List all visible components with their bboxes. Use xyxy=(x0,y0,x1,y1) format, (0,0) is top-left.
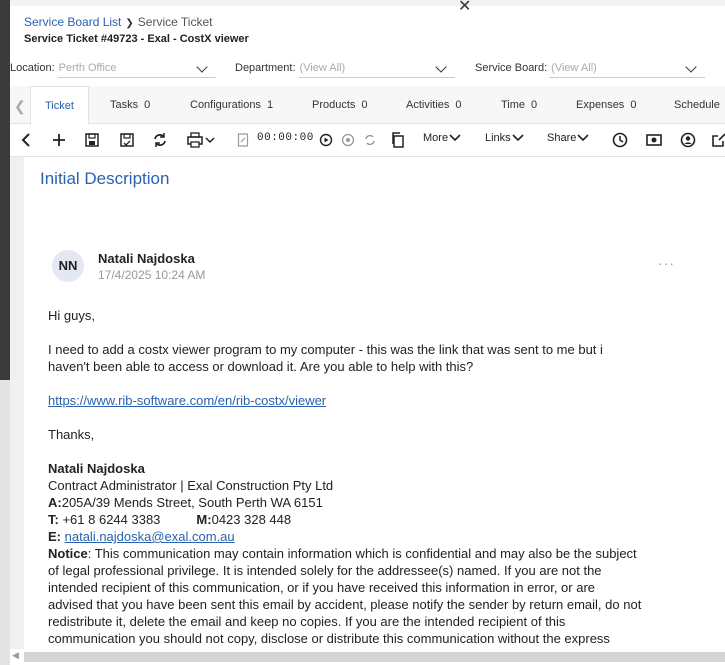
chevron-down-icon xyxy=(576,132,590,144)
note-body-line: I need to add a costx viewer program to my computer - this was the link that was sent to me but i xyxy=(48,342,603,357)
history-clock-icon[interactable] xyxy=(612,132,628,148)
more-label: More xyxy=(423,132,449,144)
signature-mobile-label: M: xyxy=(196,512,212,527)
scroll-left-icon[interactable]: ◀ xyxy=(12,650,19,660)
tab-label: Ticket xyxy=(45,100,74,112)
service-board-underline xyxy=(549,60,705,78)
location-label: Location: xyxy=(10,62,55,74)
note-greeting: Hi guys, xyxy=(48,308,95,323)
note-timestamp: 17/4/2025 10:24 AM xyxy=(98,268,206,282)
timer-readout xyxy=(257,132,314,144)
horizontal-scrollbar[interactable] xyxy=(10,649,725,665)
breadcrumb-current: Service Ticket xyxy=(137,15,213,29)
tab-bar xyxy=(10,86,725,124)
refresh-icon[interactable] xyxy=(152,132,168,148)
signature-address: 205A/39 Mends Street, South Perth WA 6151 xyxy=(61,495,323,510)
tab-label: Tasks xyxy=(110,99,139,111)
tab-time[interactable] xyxy=(501,99,537,111)
signature-mobile: 0423 328 448 xyxy=(211,512,292,527)
department-filter[interactable] xyxy=(235,62,345,74)
tab-count: 0 xyxy=(630,99,637,111)
tab-ticket[interactable] xyxy=(30,86,89,125)
tab-count: 0 xyxy=(144,99,151,111)
filter-row xyxy=(10,58,725,82)
tab-scroll-left-icon[interactable]: ❮ xyxy=(14,98,26,114)
timer-entry-icon[interactable] xyxy=(237,132,249,148)
add-icon[interactable] xyxy=(52,132,66,148)
tab-label: Time xyxy=(501,99,526,111)
chevron-down-icon xyxy=(511,132,525,144)
signature-email-link[interactable]: natali.najdoska@exal.com.au xyxy=(64,529,235,544)
breadcrumb xyxy=(24,15,212,29)
note-body-line: haven't been able to access or download it. Are you able to help with this? xyxy=(48,359,474,374)
breadcrumb-separator-icon: ❯ xyxy=(125,18,134,29)
notice-line: communication you should not copy, disclose or distribute this communication without the express xyxy=(48,631,610,646)
notice-line: redistribute it, delete the email and keep no copies. If you are the intended recipient of this xyxy=(48,614,566,629)
signature-email-label: E: xyxy=(48,529,61,544)
note-author: Natali Najdoska xyxy=(98,251,195,266)
timer-stop-icon[interactable] xyxy=(341,132,355,148)
notice-text: : This communication may contain information which is confidential and may also be the subject xyxy=(87,546,637,561)
billing-money-icon[interactable] xyxy=(646,132,662,148)
save-and-close-icon[interactable] xyxy=(120,132,134,148)
contact-user-icon[interactable] xyxy=(680,132,696,148)
tab-schedule[interactable] xyxy=(674,99,720,111)
department-underline xyxy=(299,60,455,78)
breadcrumb-service-board-list[interactable]: Service Board List xyxy=(24,15,122,29)
service-board-label: Service Board: xyxy=(475,62,548,74)
tab-products[interactable] xyxy=(312,99,368,111)
share-label: Share xyxy=(547,132,577,144)
ticket-window xyxy=(10,0,725,665)
tab-configurations[interactable] xyxy=(190,99,273,111)
page-title: Service Ticket #49723 - Exal - CostX viewer xyxy=(24,33,249,45)
section-title: Initial Description xyxy=(40,169,170,188)
department-value: (View All) xyxy=(299,62,346,74)
tab-tasks[interactable] xyxy=(110,99,150,111)
more-menu-button[interactable] xyxy=(423,132,462,144)
chevron-down-icon xyxy=(448,132,462,144)
tab-count: 0 xyxy=(361,99,368,111)
signature-phone: +61 8 6244 3383 xyxy=(58,512,161,527)
service-board-value: (View All) xyxy=(551,62,597,74)
signature-phone-line xyxy=(48,511,291,528)
tab-count: 0 xyxy=(531,99,538,111)
timer-reset-icon[interactable] xyxy=(363,132,377,148)
tab-count: 1 xyxy=(266,99,274,111)
left-window-edge-lower xyxy=(0,380,10,665)
initial-description-panel xyxy=(24,157,725,649)
note-more-options-icon[interactable]: ··· xyxy=(658,255,675,271)
signature-email-line xyxy=(48,528,235,545)
signature-name: Natali Najdoska xyxy=(48,461,145,476)
tab-activities[interactable] xyxy=(406,99,462,111)
share-menu-button[interactable] xyxy=(547,132,590,144)
toolbar xyxy=(10,125,725,157)
note-link-line xyxy=(48,392,326,409)
close-icon[interactable]: ✕ xyxy=(458,0,472,15)
notice-line: intended recipient of this communication, or if you have received this information in error, or are xyxy=(48,580,595,595)
location-underline xyxy=(58,60,216,78)
left-window-edge xyxy=(0,0,10,665)
save-icon[interactable] xyxy=(85,132,99,148)
links-label: Links xyxy=(485,132,511,144)
avatar: NN xyxy=(52,250,84,282)
signature-name-line xyxy=(48,460,145,477)
note-thanks: Thanks, xyxy=(48,427,95,442)
tab-expenses[interactable] xyxy=(576,99,636,111)
notice-label: Notice xyxy=(48,546,88,561)
tab-label: Expenses xyxy=(576,99,625,111)
notice-line xyxy=(48,545,637,562)
location-value: Perth Office xyxy=(58,62,117,74)
tab-label: Products xyxy=(312,99,356,111)
scrollbar-thumb[interactable] xyxy=(24,652,725,662)
signature-address-label: A: xyxy=(48,495,62,510)
costx-viewer-link[interactable]: https://www.rib-software.com/en/rib-costx/viewer xyxy=(48,393,327,408)
notice-line: of legal professional privilege. It is intended solely for the addressee(s) named. If you are not the xyxy=(48,563,602,578)
location-filter[interactable] xyxy=(10,62,117,74)
links-menu-button[interactable] xyxy=(485,132,525,144)
timer-play-icon[interactable] xyxy=(319,132,333,148)
signature-phone-label: T: xyxy=(48,512,59,527)
signature-title: Contract Administrator | Exal Construction Pty Ltd xyxy=(48,478,334,493)
tab-label: Configurations xyxy=(190,99,261,111)
tab-count: 0 xyxy=(455,99,462,111)
notice-line: advised that you have been sent this email by accident, please notify the sender by return email, do not xyxy=(48,597,642,612)
print-icon[interactable] xyxy=(187,132,217,148)
department-label: Department: xyxy=(235,62,296,74)
tab-label: Schedule xyxy=(674,99,720,111)
signature-address-line xyxy=(48,494,323,511)
header xyxy=(10,0,725,55)
copy-icon[interactable] xyxy=(391,132,405,148)
back-icon[interactable] xyxy=(20,132,32,148)
tab-label: Activities xyxy=(406,99,450,111)
open-external-icon[interactable] xyxy=(712,132,725,148)
service-board-filter[interactable] xyxy=(475,62,597,74)
timer-value: 00:00:00 xyxy=(257,132,314,144)
